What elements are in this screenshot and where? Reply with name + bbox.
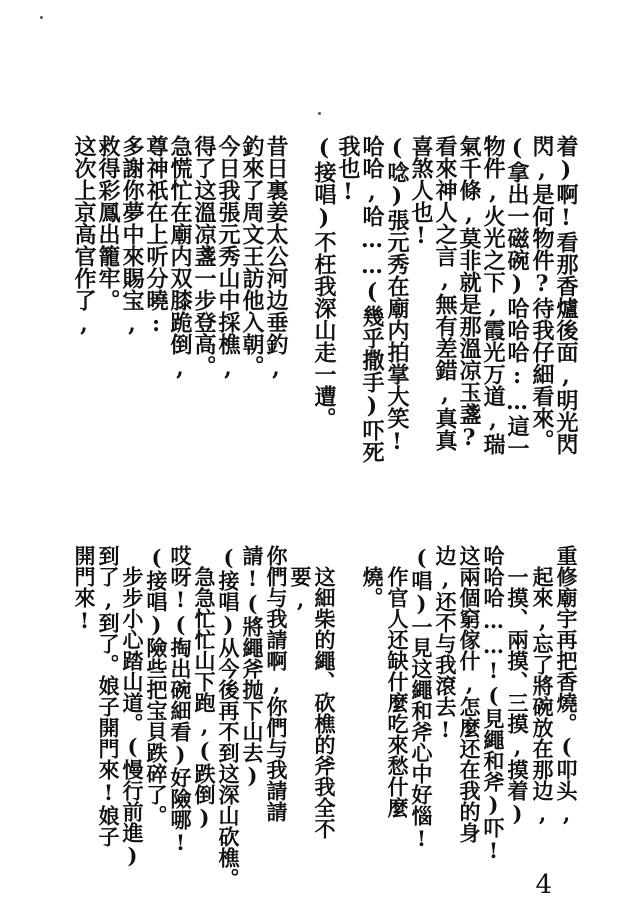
text-column: 边,还不与我滾去! bbox=[433, 545, 458, 742]
text-column: (唱)一見这繩和斧心中好惱! bbox=[409, 545, 434, 851]
text-column: 一摸、兩摸、三摸,摸着) bbox=[505, 566, 530, 826]
text-column: 閃,是何物件?待我仔細看來。 bbox=[529, 135, 555, 451]
text-column: 着)啊!看那香爐後面,明光閃 bbox=[553, 135, 579, 455]
text-column: 今日我張元秀山中採樵, bbox=[215, 135, 241, 381]
text-column: 起來,忘了將碗放在那边, bbox=[530, 566, 555, 826]
text-column: 昔日裏姜太公河边垂釣, bbox=[263, 135, 289, 381]
text-column: 我也! bbox=[335, 135, 361, 205]
text-column: 氣千條,莫非就是那溫凉玉盞? bbox=[456, 135, 482, 451]
text-column: 作官人还缺什麼吃來愁什麼 bbox=[385, 566, 410, 818]
text-column: (接唱)从今後再不到这深山砍樵。 bbox=[216, 545, 241, 889]
page-number: 4 bbox=[535, 870, 552, 900]
text-column: 物件,火光之下,霞光万道,瑞 bbox=[480, 135, 506, 455]
text-column: 步步小心踏山道。(慢行前進) bbox=[120, 566, 145, 868]
text-column: (唸)張元秀在廟内拍掌大笑! bbox=[384, 135, 410, 455]
print-speck bbox=[40, 16, 43, 19]
text-column: 到了,到了。娘子開門來!娘子 bbox=[96, 545, 121, 847]
text-column: 这兩個窮傢什,怎麼还在我的身 bbox=[457, 545, 482, 843]
text-column: 哈哈哈……!(見繩和斧)吓! bbox=[481, 545, 506, 863]
text-column: 重修廟宇再把香燒。(叩头, bbox=[554, 545, 579, 826]
text-column: 你們与我請啊,你們与我請請 bbox=[264, 545, 289, 822]
text-column: 請!(將繩斧抛下山去) bbox=[240, 545, 265, 788]
text-column: 得了这溫凉盞一步登高。 bbox=[191, 135, 217, 377]
text-column: 哎呀!(掏出碗細看)好險哪! bbox=[168, 545, 193, 855]
text-column: (接唱)不枉我深山走一遭。 bbox=[311, 135, 337, 429]
text-column: 多謝你夢中來賜宝, bbox=[119, 135, 145, 337]
text-column: 尊神祇在上听分曉: bbox=[143, 135, 169, 337]
print-speck bbox=[318, 112, 321, 115]
text-column: 急慌忙在廟内双膝跪倒, bbox=[167, 135, 193, 381]
text-column: 要, bbox=[288, 566, 313, 612]
text-column: 哈哈,哈……(幾乎撒手)吓死 bbox=[359, 135, 385, 463]
text-column: 救得彩鳳出籠牢。 bbox=[95, 135, 121, 311]
text-column: 这細柴的繩、砍樵的斧我全不 bbox=[312, 566, 337, 839]
text-column: 看來神人之言,無有差錯,真真 bbox=[432, 135, 458, 451]
text-column: 釣來了周文王訪他入朝。 bbox=[239, 135, 265, 377]
text-column: 喜煞人也! bbox=[408, 135, 434, 249]
text-column: 燒。 bbox=[360, 566, 385, 608]
text-column: 急急忙忙山下跑,(跌倒) bbox=[192, 566, 217, 830]
text-column: (接唱)險些把宝貝跌碎了。 bbox=[144, 545, 169, 826]
text-column: 这次上京高官作了, bbox=[71, 135, 97, 337]
text-column: (拿出一磁碗)哈哈哈:…這一 bbox=[504, 135, 530, 459]
text-column: 開門來! bbox=[72, 545, 97, 633]
